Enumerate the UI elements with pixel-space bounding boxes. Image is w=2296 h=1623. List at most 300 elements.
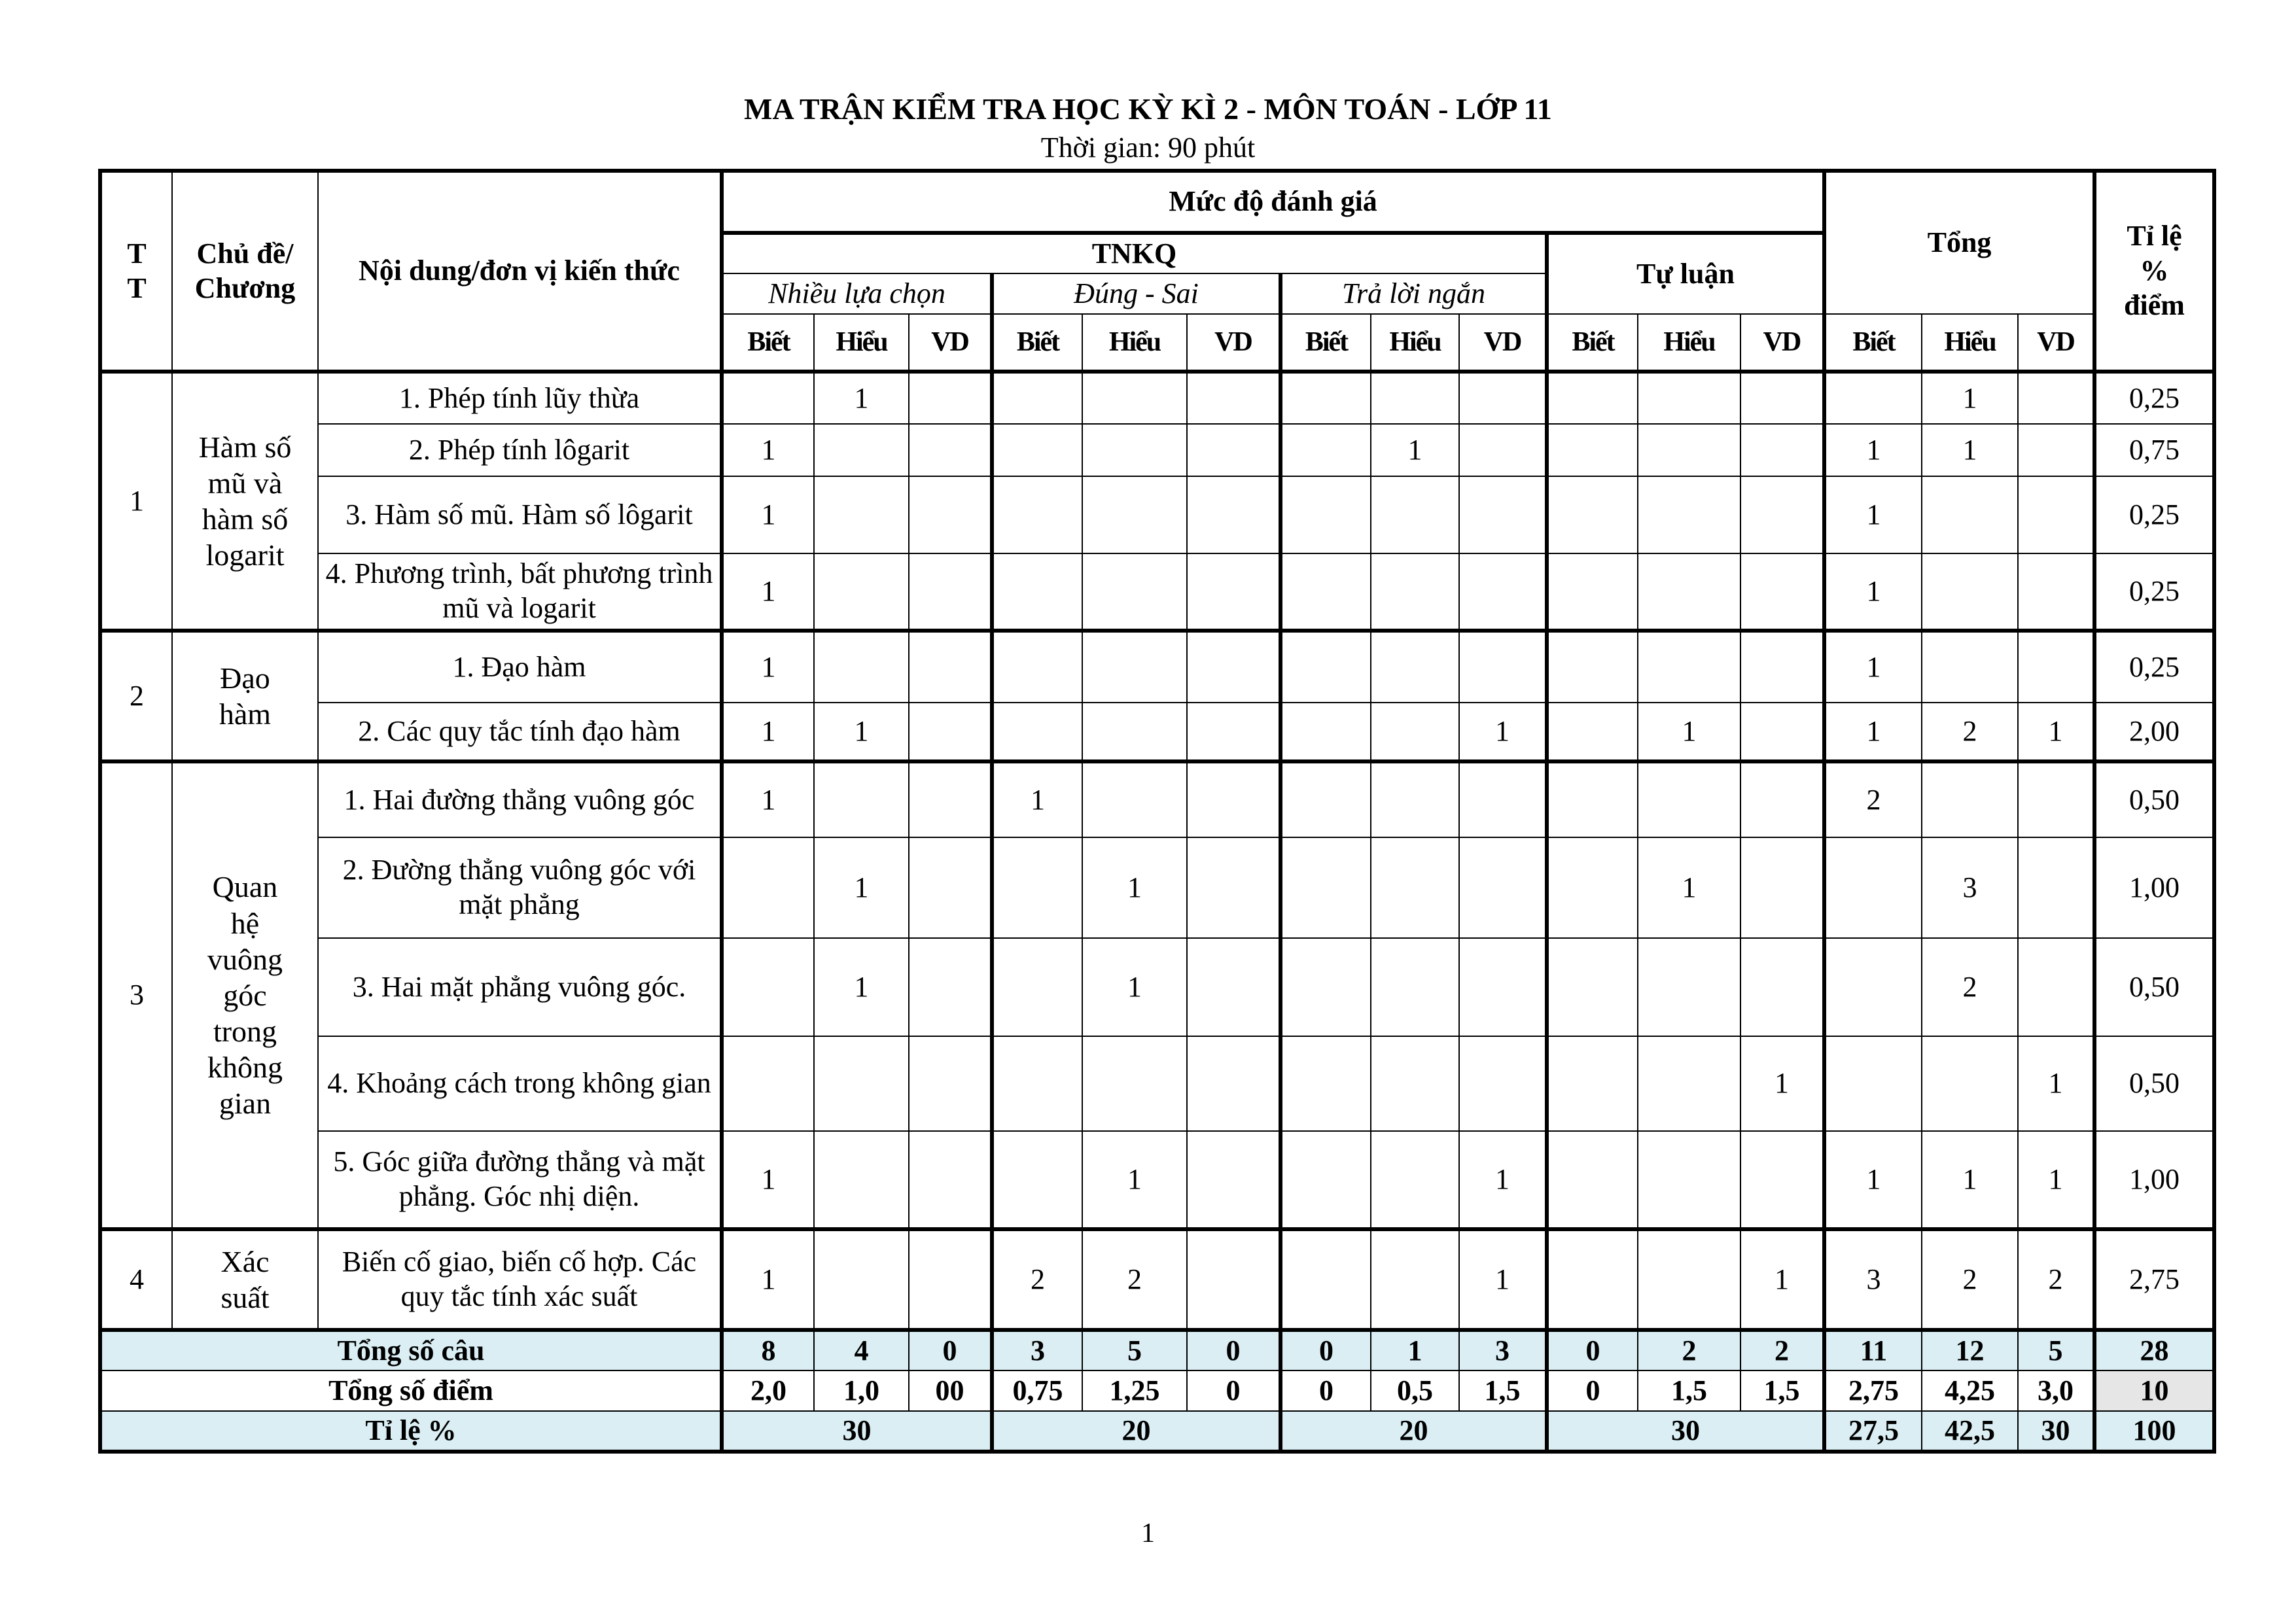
row-count-cell bbox=[1459, 553, 1547, 631]
summary-value-cell: 2,75 bbox=[1824, 1370, 1922, 1411]
row-count-cell bbox=[1922, 476, 2018, 553]
row-count-cell: 1 bbox=[1459, 1131, 1547, 1229]
table-row bbox=[100, 1036, 2214, 1131]
summary-value-cell: 3,0 bbox=[2018, 1370, 2094, 1411]
row-content: 4. Phương trình, bất phương trình mũ và logarit bbox=[318, 553, 722, 631]
row-count-cell bbox=[909, 703, 992, 761]
row-count-cell bbox=[814, 424, 909, 476]
row-count-cell bbox=[2018, 424, 2094, 476]
row-count-cell: 1 bbox=[1824, 424, 1922, 476]
summary-row bbox=[100, 1330, 2214, 1370]
row-count-cell bbox=[1638, 1036, 1740, 1131]
row-count-cell bbox=[814, 761, 909, 837]
summary-percent-total: 100 bbox=[2094, 1411, 2214, 1452]
row-count-cell: 1 bbox=[722, 631, 814, 703]
row-count-cell bbox=[1371, 703, 1459, 761]
table-row bbox=[100, 424, 2214, 476]
row-count-cell bbox=[1187, 938, 1280, 1036]
header-topic: Chủ đề/ Chương bbox=[172, 171, 318, 372]
summary-percent-total: 30 bbox=[2018, 1411, 2094, 1452]
row-count-cell bbox=[1371, 1131, 1459, 1229]
row-count-cell: 1 bbox=[722, 703, 814, 761]
row-count-cell: 1 bbox=[1740, 1036, 1824, 1131]
row-count-cell bbox=[1280, 1036, 1371, 1131]
row-count-cell bbox=[909, 372, 992, 424]
row-count-cell bbox=[1547, 372, 1638, 424]
header-sub-hieu: Hiểu bbox=[1082, 314, 1187, 372]
summary-value-cell: 0,5 bbox=[1371, 1370, 1459, 1411]
table-row bbox=[100, 1229, 2214, 1330]
row-count-cell bbox=[1459, 476, 1547, 553]
summary-row bbox=[100, 1411, 2214, 1452]
row-count-cell bbox=[1740, 1131, 1824, 1229]
row-content: Biến cố giao, biến cố hợp. Các quy tắc tính xác suất bbox=[318, 1229, 722, 1330]
row-count-cell bbox=[909, 553, 992, 631]
row-count-cell bbox=[1082, 1036, 1187, 1131]
row-content: 1. Đạo hàm bbox=[318, 631, 722, 703]
row-count-cell bbox=[992, 1131, 1082, 1229]
table-row bbox=[100, 372, 2214, 424]
row-topic: Đạo hàm bbox=[172, 631, 318, 761]
row-count-cell: 1 bbox=[814, 372, 909, 424]
summary-row bbox=[100, 1370, 2214, 1411]
row-topic: Xác suất bbox=[172, 1229, 318, 1330]
summary-value-cell: 2,0 bbox=[722, 1370, 814, 1411]
table-row bbox=[100, 703, 2214, 761]
row-count-cell bbox=[1547, 631, 1638, 703]
row-count-cell bbox=[1922, 1036, 2018, 1131]
row-ratio-cell: 0,50 bbox=[2094, 938, 2214, 1036]
row-ratio-cell: 2,00 bbox=[2094, 703, 2214, 761]
row-ratio-cell: 0,50 bbox=[2094, 1036, 2214, 1131]
row-count-cell bbox=[1280, 761, 1371, 837]
row-count-cell bbox=[992, 703, 1082, 761]
row-count-cell bbox=[1459, 761, 1547, 837]
row-count-cell bbox=[909, 761, 992, 837]
row-count-cell bbox=[992, 938, 1082, 1036]
row-count-cell: 1 bbox=[1371, 424, 1459, 476]
row-count-cell bbox=[1547, 1131, 1638, 1229]
row-ratio-cell: 0,50 bbox=[2094, 761, 2214, 837]
row-count-cell: 1 bbox=[1922, 1131, 2018, 1229]
row-stt: 4 bbox=[100, 1229, 172, 1330]
table-row bbox=[100, 476, 2214, 553]
header-true-false: Đúng - Sai bbox=[992, 273, 1280, 314]
row-count-cell bbox=[1824, 837, 1922, 938]
row-content: 3. Hai mặt phẳng vuông góc. bbox=[318, 938, 722, 1036]
row-count-cell bbox=[909, 424, 992, 476]
row-content: 2. Phép tính lôgarit bbox=[318, 424, 722, 476]
row-count-cell: 1 bbox=[1459, 1229, 1547, 1330]
row-count-cell: 1 bbox=[2018, 1036, 2094, 1131]
row-count-cell bbox=[1187, 837, 1280, 938]
summary-percent-total: 42,5 bbox=[1922, 1411, 2018, 1452]
row-count-cell bbox=[992, 372, 1082, 424]
row-ratio-cell: 0,25 bbox=[2094, 476, 2214, 553]
row-count-cell bbox=[814, 1131, 909, 1229]
row-count-cell bbox=[1547, 1229, 1638, 1330]
row-count-cell bbox=[1187, 476, 1280, 553]
summary-percent-group: 20 bbox=[1280, 1411, 1547, 1452]
table-row bbox=[100, 553, 2214, 631]
row-count-cell bbox=[1740, 761, 1824, 837]
row-count-cell bbox=[1280, 631, 1371, 703]
row-count-cell bbox=[992, 424, 1082, 476]
summary-value-cell: 0 bbox=[1547, 1370, 1638, 1411]
row-count-cell bbox=[1459, 1036, 1547, 1131]
row-content: 2. Đường thẳng vuông góc với mặt phẳng bbox=[318, 837, 722, 938]
summary-value-cell: 1,5 bbox=[1740, 1370, 1824, 1411]
row-count-cell bbox=[1459, 631, 1547, 703]
row-count-cell bbox=[722, 1036, 814, 1131]
row-count-cell bbox=[1638, 938, 1740, 1036]
row-count-cell bbox=[1547, 476, 1638, 553]
summary-percent-group: 20 bbox=[992, 1411, 1280, 1452]
row-count-cell bbox=[1547, 424, 1638, 476]
table-row bbox=[100, 1131, 2214, 1229]
row-count-cell bbox=[2018, 761, 2094, 837]
row-count-cell bbox=[1459, 938, 1547, 1036]
row-count-cell: 1 bbox=[722, 761, 814, 837]
row-count-cell bbox=[1547, 553, 1638, 631]
row-count-cell: 1 bbox=[1922, 424, 2018, 476]
row-count-cell bbox=[909, 476, 992, 553]
row-count-cell bbox=[1547, 1036, 1638, 1131]
summary-value-cell: 5 bbox=[1082, 1330, 1187, 1370]
row-count-cell bbox=[1082, 553, 1187, 631]
row-count-cell bbox=[1547, 703, 1638, 761]
summary-value-cell: 0 bbox=[1187, 1370, 1280, 1411]
row-topic: Quan hệ vuông góc trong không gian bbox=[172, 761, 318, 1229]
header-sub-hieu: Hiểu bbox=[814, 314, 909, 372]
row-count-cell bbox=[1547, 837, 1638, 938]
row-count-cell bbox=[1459, 837, 1547, 938]
row-count-cell bbox=[909, 1131, 992, 1229]
row-count-cell bbox=[992, 553, 1082, 631]
row-count-cell: 2 bbox=[992, 1229, 1082, 1330]
header-sub-hieu: Hiểu bbox=[1638, 314, 1740, 372]
row-count-cell bbox=[1187, 372, 1280, 424]
row-count-cell bbox=[814, 476, 909, 553]
summary-label: Tổng số câu bbox=[100, 1330, 722, 1370]
row-count-cell: 1 bbox=[1824, 476, 1922, 553]
row-count-cell: 1 bbox=[1922, 372, 2018, 424]
summary-value-cell: 1,0 bbox=[814, 1370, 909, 1411]
page-subtitle: Thời gian: 90 phút bbox=[1040, 131, 1256, 164]
row-content: 5. Góc giữa đường thẳng và mặt phẳng. Góc nhị diện. bbox=[318, 1131, 722, 1229]
row-count-cell bbox=[1187, 703, 1280, 761]
row-count-cell: 1 bbox=[722, 553, 814, 631]
header-sub-biet: Biết bbox=[722, 314, 814, 372]
row-count-cell: 1 bbox=[2018, 1131, 2094, 1229]
row-count-cell bbox=[2018, 553, 2094, 631]
header-sub-vd: VD bbox=[909, 314, 992, 372]
row-count-cell: 3 bbox=[1922, 837, 2018, 938]
row-count-cell bbox=[1187, 1131, 1280, 1229]
row-count-cell bbox=[814, 1036, 909, 1131]
row-count-cell bbox=[1922, 553, 2018, 631]
summary-value-cell: 11 bbox=[1824, 1330, 1922, 1370]
row-content: 1. Hai đường thẳng vuông góc bbox=[318, 761, 722, 837]
row-count-cell bbox=[1547, 761, 1638, 837]
row-ratio-cell: 0,75 bbox=[2094, 424, 2214, 476]
row-count-cell bbox=[1187, 1036, 1280, 1131]
summary-label: Tổng số điểm bbox=[100, 1370, 722, 1411]
row-count-cell bbox=[1371, 837, 1459, 938]
row-count-cell bbox=[1280, 553, 1371, 631]
summary-value-cell: 4 bbox=[814, 1330, 909, 1370]
row-ratio-cell: 1,00 bbox=[2094, 1131, 2214, 1229]
summary-value-cell: 2 bbox=[1740, 1330, 1824, 1370]
summary-percent-group: 30 bbox=[1547, 1411, 1824, 1452]
header-tnkq: TNKQ bbox=[722, 233, 1547, 273]
row-count-cell bbox=[1638, 424, 1740, 476]
row-count-cell bbox=[909, 1036, 992, 1131]
row-stt: 3 bbox=[100, 761, 172, 1229]
row-ratio-cell: 2,75 bbox=[2094, 1229, 2214, 1330]
row-count-cell bbox=[1638, 631, 1740, 703]
row-count-cell bbox=[1280, 476, 1371, 553]
row-count-cell bbox=[1082, 761, 1187, 837]
table-row bbox=[100, 837, 2214, 938]
row-count-cell bbox=[1740, 837, 1824, 938]
header-content: Nội dung/đơn vị kiến thức bbox=[318, 171, 722, 372]
row-count-cell bbox=[1082, 703, 1187, 761]
row-count-cell bbox=[2018, 476, 2094, 553]
row-count-cell bbox=[814, 1229, 909, 1330]
row-count-cell bbox=[992, 476, 1082, 553]
row-content: 3. Hàm số mũ. Hàm số lôgarit bbox=[318, 476, 722, 553]
row-count-cell bbox=[992, 1036, 1082, 1131]
row-count-cell bbox=[1371, 1036, 1459, 1131]
row-count-cell bbox=[1922, 761, 2018, 837]
row-count-cell bbox=[1740, 938, 1824, 1036]
summary-value-cell: 1 bbox=[1371, 1330, 1459, 1370]
row-count-cell bbox=[1280, 837, 1371, 938]
row-ratio-cell: 0,25 bbox=[2094, 553, 2214, 631]
row-count-cell bbox=[1638, 1229, 1740, 1330]
table-row bbox=[100, 938, 2214, 1036]
row-count-cell bbox=[992, 837, 1082, 938]
row-count-cell bbox=[1187, 631, 1280, 703]
row-count-cell: 1 bbox=[1082, 837, 1187, 938]
row-count-cell bbox=[1187, 424, 1280, 476]
page-title: MA TRẬN KIỂM TRA HỌC KỲ KÌ 2 - MÔN TOÁN - LỚP 11 bbox=[744, 92, 1552, 126]
row-count-cell: 2 bbox=[1922, 938, 2018, 1036]
row-count-cell bbox=[1280, 703, 1371, 761]
summary-value-cell: 4,25 bbox=[1922, 1370, 2018, 1411]
summary-value-cell: 3 bbox=[992, 1330, 1082, 1370]
row-count-cell bbox=[1638, 553, 1740, 631]
row-count-cell: 1 bbox=[722, 424, 814, 476]
summary-value-cell: 10 bbox=[2094, 1370, 2214, 1411]
summary-value-cell: 12 bbox=[1922, 1330, 2018, 1370]
header-level: Mức độ đánh giá bbox=[722, 171, 1824, 233]
row-count-cell: 1 bbox=[1638, 837, 1740, 938]
row-ratio-cell: 0,25 bbox=[2094, 631, 2214, 703]
row-ratio-cell: 0,25 bbox=[2094, 372, 2214, 424]
header-multiple-choice: Nhiều lựa chọn bbox=[722, 273, 992, 314]
row-count-cell bbox=[1280, 372, 1371, 424]
row-count-cell: 1 bbox=[814, 837, 909, 938]
row-count-cell bbox=[1638, 372, 1740, 424]
summary-value-cell: 2 bbox=[1638, 1330, 1740, 1370]
summary-value-cell: 0,75 bbox=[992, 1370, 1082, 1411]
row-content: 2. Các quy tắc tính đạo hàm bbox=[318, 703, 722, 761]
header-sub-vd: VD bbox=[1459, 314, 1547, 372]
row-count-cell: 2 bbox=[1824, 761, 1922, 837]
summary-percent-group: 30 bbox=[722, 1411, 992, 1452]
row-count-cell: 1 bbox=[1082, 1131, 1187, 1229]
row-count-cell: 1 bbox=[2018, 703, 2094, 761]
row-count-cell bbox=[1638, 1131, 1740, 1229]
header-sub-vd: VD bbox=[1740, 314, 1824, 372]
summary-value-cell: 3 bbox=[1459, 1330, 1547, 1370]
row-count-cell bbox=[1187, 1229, 1280, 1330]
row-count-cell bbox=[1187, 761, 1280, 837]
row-count-cell bbox=[1280, 424, 1371, 476]
row-count-cell: 1 bbox=[722, 476, 814, 553]
row-count-cell bbox=[1740, 631, 1824, 703]
row-count-cell: 2 bbox=[1922, 703, 2018, 761]
row-count-cell: 2 bbox=[1922, 1229, 2018, 1330]
header-stt: T T bbox=[100, 171, 172, 372]
row-count-cell: 2 bbox=[2018, 1229, 2094, 1330]
row-count-cell bbox=[722, 372, 814, 424]
row-count-cell: 1 bbox=[1824, 553, 1922, 631]
row-count-cell bbox=[1740, 424, 1824, 476]
row-count-cell bbox=[909, 631, 992, 703]
header-sub-biet: Biết bbox=[1824, 314, 1922, 372]
summary-value-cell: 0 bbox=[1280, 1330, 1371, 1370]
row-count-cell bbox=[814, 631, 909, 703]
row-count-cell bbox=[1922, 631, 2018, 703]
row-count-cell bbox=[1824, 938, 1922, 1036]
row-count-cell: 1 bbox=[1824, 631, 1922, 703]
row-count-cell bbox=[722, 938, 814, 1036]
row-content: 4. Khoảng cách trong không gian bbox=[318, 1036, 722, 1131]
row-count-cell bbox=[1280, 1229, 1371, 1330]
summary-value-cell: 8 bbox=[722, 1330, 814, 1370]
row-count-cell bbox=[1082, 476, 1187, 553]
row-content: 1. Phép tính lũy thừa bbox=[318, 372, 722, 424]
row-count-cell bbox=[814, 553, 909, 631]
row-count-cell: 1 bbox=[1824, 1131, 1922, 1229]
row-stt: 2 bbox=[100, 631, 172, 761]
header-sub-hieu: Hiểu bbox=[1371, 314, 1459, 372]
row-count-cell: 1 bbox=[1740, 1229, 1824, 1330]
row-count-cell: 1 bbox=[814, 938, 909, 1036]
assessment-matrix-table bbox=[98, 169, 2216, 1454]
summary-value-cell: 0 bbox=[909, 1330, 992, 1370]
row-count-cell: 1 bbox=[1459, 703, 1547, 761]
row-count-cell: 1 bbox=[1082, 938, 1187, 1036]
row-count-cell bbox=[909, 1229, 992, 1330]
row-count-cell bbox=[1740, 703, 1824, 761]
summary-label: Tỉ lệ % bbox=[100, 1411, 722, 1452]
row-count-cell: 1 bbox=[722, 1229, 814, 1330]
row-count-cell bbox=[909, 938, 992, 1036]
row-count-cell bbox=[1740, 372, 1824, 424]
header-sub-biet: Biết bbox=[992, 314, 1082, 372]
row-count-cell bbox=[1280, 1131, 1371, 1229]
row-count-cell bbox=[1371, 553, 1459, 631]
matrix-body bbox=[100, 372, 2214, 1452]
row-count-cell bbox=[2018, 837, 2094, 938]
row-count-cell bbox=[992, 631, 1082, 703]
row-count-cell bbox=[1740, 476, 1824, 553]
page-number: 1 bbox=[1141, 1518, 1155, 1548]
row-count-cell bbox=[1824, 372, 1922, 424]
row-count-cell bbox=[1459, 424, 1547, 476]
row-count-cell bbox=[909, 837, 992, 938]
row-count-cell: 2 bbox=[1082, 1229, 1187, 1330]
row-count-cell bbox=[2018, 938, 2094, 1036]
row-count-cell bbox=[1547, 938, 1638, 1036]
row-count-cell bbox=[1371, 938, 1459, 1036]
row-ratio-cell: 1,00 bbox=[2094, 837, 2214, 938]
summary-value-cell: 0 bbox=[1547, 1330, 1638, 1370]
row-count-cell: 1 bbox=[1824, 703, 1922, 761]
table-row bbox=[100, 761, 2214, 837]
row-count-cell bbox=[2018, 372, 2094, 424]
header-sub-vd: VD bbox=[1187, 314, 1280, 372]
summary-value-cell: 1,5 bbox=[1459, 1370, 1547, 1411]
row-count-cell bbox=[1082, 631, 1187, 703]
row-count-cell bbox=[1082, 424, 1187, 476]
header-sub-biet: Biết bbox=[1547, 314, 1638, 372]
row-count-cell bbox=[1371, 372, 1459, 424]
header-short-answer: Trả lời ngắn bbox=[1280, 273, 1547, 314]
row-count-cell bbox=[722, 837, 814, 938]
summary-value-cell: 28 bbox=[2094, 1330, 2214, 1370]
row-count-cell bbox=[1371, 1229, 1459, 1330]
summary-value-cell: 0 bbox=[1187, 1330, 1280, 1370]
header-total: Tổng bbox=[1824, 171, 2094, 314]
row-count-cell: 3 bbox=[1824, 1229, 1922, 1330]
header-sub-hieu: Hiểu bbox=[1922, 314, 2018, 372]
row-count-cell: 1 bbox=[722, 1131, 814, 1229]
row-count-cell bbox=[1082, 372, 1187, 424]
summary-value-cell: 0 bbox=[1280, 1370, 1371, 1411]
summary-percent-total: 27,5 bbox=[1824, 1411, 1922, 1452]
summary-value-cell: 00 bbox=[909, 1370, 992, 1411]
row-count-cell bbox=[1187, 553, 1280, 631]
row-count-cell bbox=[1824, 1036, 1922, 1131]
header-sub-vd: VD bbox=[2018, 314, 2094, 372]
row-count-cell bbox=[1459, 372, 1547, 424]
table-row bbox=[100, 631, 2214, 703]
header-sub-biet: Biết bbox=[1280, 314, 1371, 372]
row-stt: 1 bbox=[100, 372, 172, 631]
header-ratio: Tỉ lệ % điểm bbox=[2094, 171, 2214, 372]
row-count-cell bbox=[1371, 631, 1459, 703]
row-count-cell: 1 bbox=[1638, 703, 1740, 761]
row-count-cell bbox=[1740, 553, 1824, 631]
row-count-cell: 1 bbox=[992, 761, 1082, 837]
summary-value-cell: 1,5 bbox=[1638, 1370, 1740, 1411]
row-count-cell bbox=[1638, 476, 1740, 553]
header-essay: Tự luận bbox=[1547, 233, 1824, 314]
summary-value-cell: 1,25 bbox=[1082, 1370, 1187, 1411]
row-count-cell bbox=[1371, 761, 1459, 837]
row-count-cell: 1 bbox=[814, 703, 909, 761]
row-count-cell bbox=[1638, 761, 1740, 837]
row-count-cell bbox=[2018, 631, 2094, 703]
summary-value-cell: 5 bbox=[2018, 1330, 2094, 1370]
row-count-cell bbox=[1280, 938, 1371, 1036]
row-topic: Hàm số mũ và hàm số logarit bbox=[172, 372, 318, 631]
